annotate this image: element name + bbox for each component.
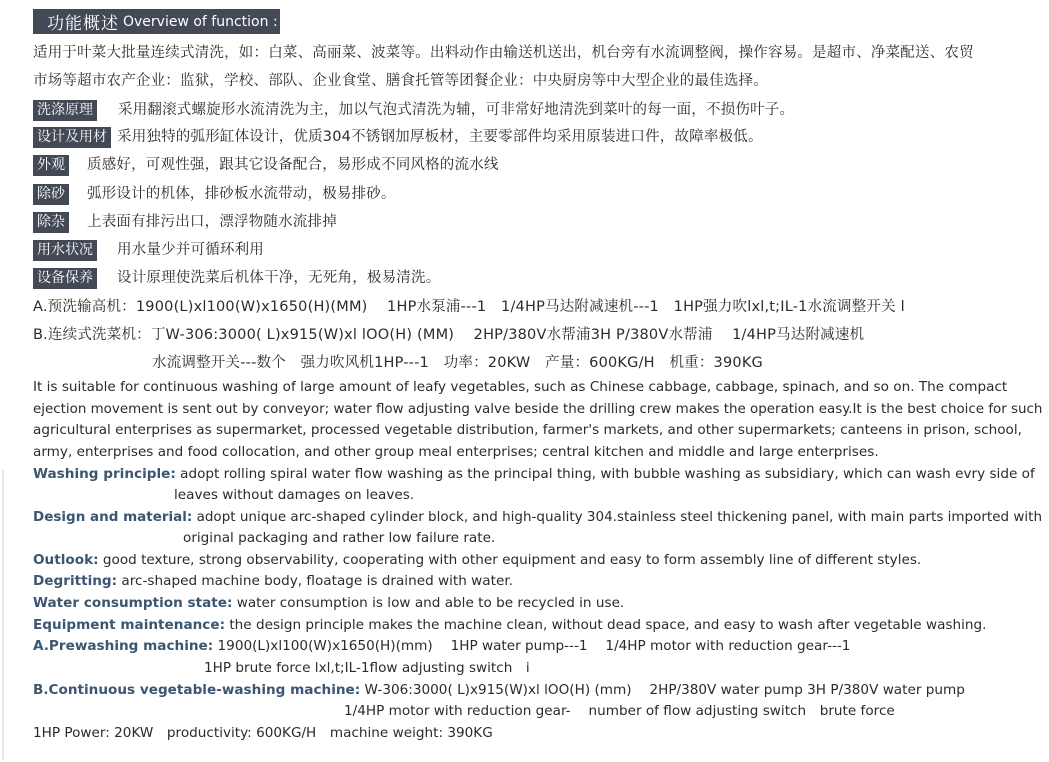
- tag-sand-removal: 除砂: [33, 184, 69, 205]
- intro-en-line-2: ejection movement is sent out by conveyor; water flow adjusting valve beside the drilling crew makes the operation easy.It is the best choice for such: [33, 401, 1043, 417]
- spec-en-b-text: W-306:3000( L)x915(W)xl lOO(H) (mm) 2HP/380V water pump 3H P/380V water pump: [360, 682, 965, 698]
- spec-cn-a: A.预洗输高机：1900(L)xl100(W)x1650(H)(MM) 1HP水泵浦---1 1/4HP马达附减速机---1 1HP强力吹lxl,t;IL-1水流调整开关 l: [33, 299, 905, 315]
- feature-en-outlook-text: good texture, strong observability, cooperating with other equipment and easy to form assembly line of different styles.: [98, 552, 922, 568]
- feature-en-outlook-label: Outlook:: [33, 552, 99, 568]
- feature-water-text: 用水量少并可循环利用: [117, 242, 264, 258]
- spec-en-b-cont: 1/4HP motor with reduction gear- number of flow adjusting switch brute force: [344, 703, 895, 719]
- section-title-zh: 功能概述: [47, 14, 119, 34]
- feature-impurity-text: 上表面有排污出口，漂浮物随水流排掉: [87, 214, 337, 230]
- feature-maintenance-text: 设计原理使洗菜后机体干净，无死角，极易清洗。: [117, 270, 441, 286]
- feature-en-maintenance: [33, 619, 986, 633]
- tag-washing-principle: 洗涤原理: [33, 100, 97, 121]
- spec-en-a: [33, 640, 850, 654]
- left-edge-rule: [2, 470, 4, 760]
- intro-en-line-4: army, enterprises and food collocation, and other group meal enterprises; central kitchen and middle and large enterprises.: [33, 444, 879, 460]
- feature-en-water-label: Water consumption state:: [33, 595, 233, 611]
- spec-en-b-label: B.Continuous vegetable-washing machine:: [33, 682, 361, 698]
- intro-line-2: 市场等超市农产企业：监狱，学校、部队、企业食堂、膳食托管等团餐企业：中央厨房等中大型企业的最佳选择。: [33, 73, 768, 89]
- tag-impurity-removal: 除杂: [33, 212, 69, 233]
- section-title-en: Overview of function :: [123, 13, 278, 30]
- spec-en-b: [33, 684, 965, 698]
- feature-en-degritting-text: arc-shaped machine body, floatage is drained with water.: [117, 573, 513, 589]
- spec-en-a-text: 1900(L)xl100(W)x1650(H)(mm) 1HP water pump---1 1/4HP motor with reduction gear---1: [213, 638, 851, 654]
- intro-en-line-3: agricultural enterprises as supermarket, processed vegetable distribution, farmer's markets, and other supermarkets; canteens in prison, school,: [33, 422, 1022, 438]
- feature-en-water-text: water consumption is low and able to be recycled in use.: [232, 595, 625, 611]
- feature-en-maintenance-text: the design principle makes the machine clean, without dead space, and easy to wash after vegetable washing.: [225, 617, 987, 633]
- feature-en-design-cont: original packaging and rather low failure rate.: [183, 530, 496, 546]
- tag-water-usage: 用水状况: [33, 240, 97, 261]
- intro-en-line-1: It is suitable for continuous washing of large amount of leafy vegetables, such as Chinese cabbage, cabbage, spinach, and so on. The compact: [33, 379, 1008, 395]
- tag-design-material: 设计及用材: [33, 127, 111, 148]
- feature-en-design: [33, 511, 1042, 525]
- intro-line-1: 适用于叶菜大批量连续式清洗，如：白菜、高丽菜、波菜等。出料动作由输送机送出，机台旁有水流调整阀，操作容易。是超市、净菜配送、农贸: [33, 45, 974, 61]
- tag-appearance: 外观: [33, 155, 69, 176]
- feature-en-washing-text: adopt rolling spiral water flow washing as the principal thing, with bubble washing as subsidiary, which can wash evry side of: [175, 466, 1035, 482]
- feature-en-water: [33, 597, 624, 611]
- feature-en-design-text: adopt unique arc-shaped cylinder block, and high-quality 304.stainless steel thickening panel, with main parts imported with: [192, 509, 1043, 525]
- spec-cn-b: B.连续式洗菜机：丁W-306:3000( L)x915(W)xl lOO(H) (MM) 2HP/380V水帮浦3H P/380V水帮浦 1/4HP马达附减速机: [33, 327, 865, 343]
- spec-en-a-cont: 1HP brute force lxl,t;IL-1flow adjusting switch i: [204, 660, 530, 676]
- spec-en-power: 1HP Power: 20KW productivity: 600KG/H machine weight: 390KG: [33, 725, 493, 741]
- feature-en-maintenance-label: Equipment maintenance:: [33, 617, 226, 633]
- feature-en-degritting-label: Degritting:: [33, 573, 118, 589]
- feature-washing-text: 采用翻滚式螺旋形水流清洗为主，加以气泡式清洗为辅，可非常好地清洗到菜叶的每一面，不损伤叶子。: [118, 102, 795, 118]
- section-title: [33, 9, 280, 34]
- feature-en-washing-cont: leaves without damages on leaves.: [174, 487, 415, 503]
- feature-design-text: 采用独特的弧形缸体设计，优质304不锈钢加厚板材，主要零部件均采用原装进口件，故障率极低。: [117, 129, 763, 145]
- spec-en-a-label: A.Prewashing machine:: [33, 638, 214, 654]
- feature-en-washing: [33, 468, 1035, 482]
- feature-appearance-text: 质感好，可观性强，跟其它设备配合，易形成不同风格的流水线: [87, 157, 499, 173]
- feature-en-degritting: [33, 575, 513, 589]
- feature-en-design-label: Design and material:: [33, 509, 193, 525]
- spec-cn-b-cont: 水流调整开关---数个 强力吹风机1HP---1 功率：20KW 产量：600KG/H 机重：390KG: [152, 355, 763, 371]
- tag-maintenance: 设备保养: [33, 268, 97, 289]
- feature-sand-text: 弧形设计的机体，排砂板水流带动，极易排砂。: [87, 186, 396, 202]
- feature-en-outlook: [33, 554, 921, 568]
- feature-en-washing-label: Washing principle:: [33, 466, 176, 482]
